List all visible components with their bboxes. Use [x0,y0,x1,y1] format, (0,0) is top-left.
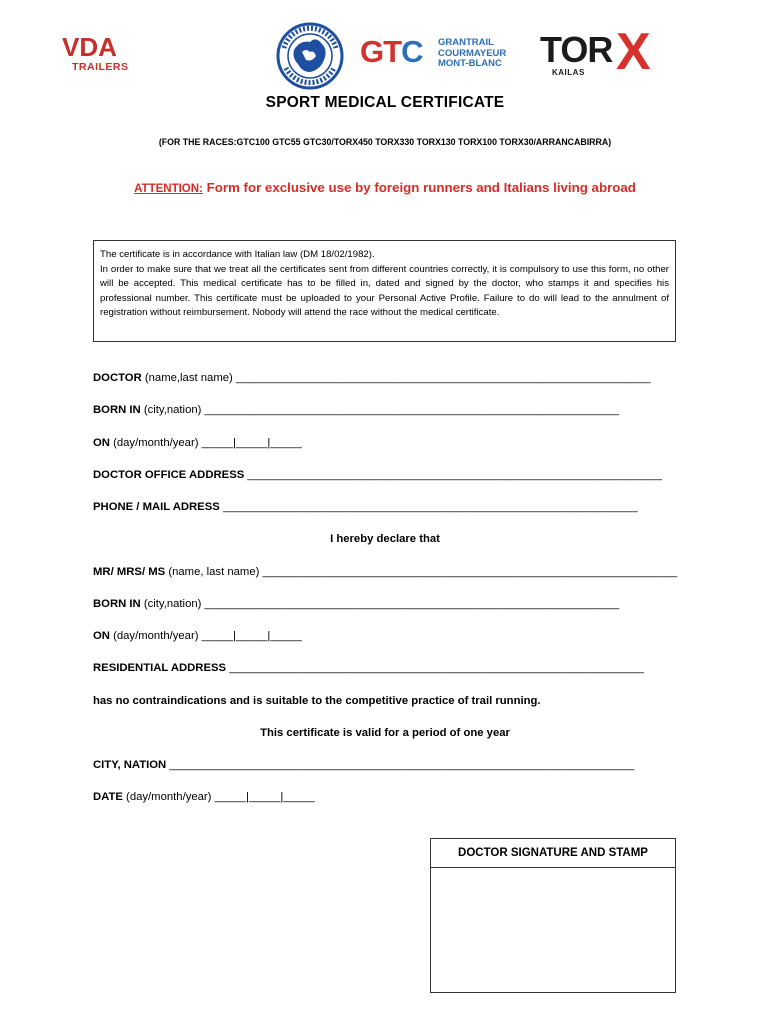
field-label: DOCTOR OFFICE ADDRESS [93,469,245,481]
gtc-logo-text [438,38,506,70]
page-title: SPORT MEDICAL CERTIFICATE [265,94,505,111]
attention-text: Form for exclusive use by foreign runners and Italians living abroad [206,180,636,195]
doctor-born-in-field[interactable] [93,404,678,416]
runner-residential-address-field[interactable] [93,662,678,674]
doctor-office-address-field[interactable] [93,469,678,481]
field-label: PHONE / MAIL ADRESS [93,501,220,513]
vda-trailers-logo [62,34,134,76]
field-label: DATE [93,791,123,803]
field-hint: (day/month/year) [109,437,202,449]
signature-area[interactable] [431,868,675,992]
field-label: BORN IN [93,404,141,416]
field-label: ON [93,437,110,449]
field-blank: _____|_____|_____ [201,630,302,642]
torx-logo-main: TOR [540,29,613,70]
field-hint: (name,last name) [141,372,236,384]
globe-seal-icon [276,22,344,90]
signature-stamp-box[interactable] [430,838,676,993]
field-hint: (day/month/year) [122,791,215,803]
field-label: DOCTOR [93,372,142,384]
gtc-grantrail-logo [360,36,510,76]
field-blank: __________________________________________________________________ [222,501,638,513]
doctor-name-field[interactable] [93,372,678,384]
doctor-birth-date-field[interactable] [93,437,678,449]
torx-kailas-logo [540,23,664,81]
notice-box [93,240,676,342]
field-label: CITY, NATION [93,759,167,771]
torx-logo-x: X [616,23,651,81]
gtc-line-1: GRANTRAIL [438,37,494,48]
runner-born-in-field[interactable] [93,598,678,610]
runner-name-field[interactable] [93,566,678,578]
signature-box-header: DOCTOR SIGNATURE AND STAMP [431,839,675,868]
field-label: ON [93,630,110,642]
torx-logo-sub: KAILAS [552,68,585,77]
vda-logo-main: VDA [62,32,117,62]
runner-birth-date-field[interactable] [93,630,678,642]
suitability-statement: has no contraindications and is suitable to the competitive practice of trail running. [93,695,541,707]
races-subtitle: (FOR THE RACES:GTC100 GTC55 GTC30/TORX450 TORX330 TORX130 TORX100 TORX30/ARRANCABIRRA) [158,137,612,147]
field-hint: (name, last name) [165,566,263,578]
attention-label: ATTENTION: [134,183,203,195]
declare-heading: I hereby declare that [330,533,440,545]
field-label: RESIDENTIAL ADDRESS [93,662,227,674]
gtc-line-2: COURMAYEUR [438,47,507,59]
date-field[interactable] [93,791,678,803]
gtc-line-3: MONT-BLANC [438,58,502,69]
field-blank: __________________________________________________________________ [204,404,620,416]
doctor-phone-mail-field[interactable] [93,501,678,513]
field-hint: (city,nation) [140,404,205,416]
field-blank: __________________________________________________________________________ [169,759,635,771]
field-blank: __________________________________________________________________ [247,469,663,481]
attention-banner [0,180,770,195]
gtc-logo-c: C [401,34,423,69]
validity-statement: This certificate is valid for a period of one year [260,727,510,739]
field-blank: _____|_____|_____ [201,437,302,449]
field-blank: __________________________________________________________________ [262,566,678,578]
field-label: BORN IN [93,598,141,610]
field-blank: __________________________________________________________________ [235,372,651,384]
notice-line-1: The certificate is in accordance with Italian law (DM 18/02/1982). [100,249,375,260]
logo-bar [0,0,770,90]
vda-logo-sub: TRAILERS [72,61,129,73]
city-nation-field[interactable] [93,759,678,771]
globe-seal-logo [276,22,344,90]
gtc-logo-main: GTC [360,34,423,69]
field-hint: (city,nation) [140,598,205,610]
notice-body: In order to make sure that we treat all the certificates sent from different countries correctly, it is compulsory to use this form, no other will be accepted. This medical certificate has to be filled in, dated and signed by the doctor, who stamps it and specifies his professional number. This certificate must be uploaded to your Personal Active Profile. Failure to do will lead to the annulment of registration without reimbursement. Nobody will attend the race without the medical certificate. [100,263,669,319]
field-label: MR/ MRS/ MS [93,566,166,578]
field-hint: (day/month/year) [109,630,202,642]
field-blank: __________________________________________________________________ [229,662,644,674]
field-blank: _____|_____|_____ [214,791,315,803]
field-blank: __________________________________________________________________ [204,598,620,610]
